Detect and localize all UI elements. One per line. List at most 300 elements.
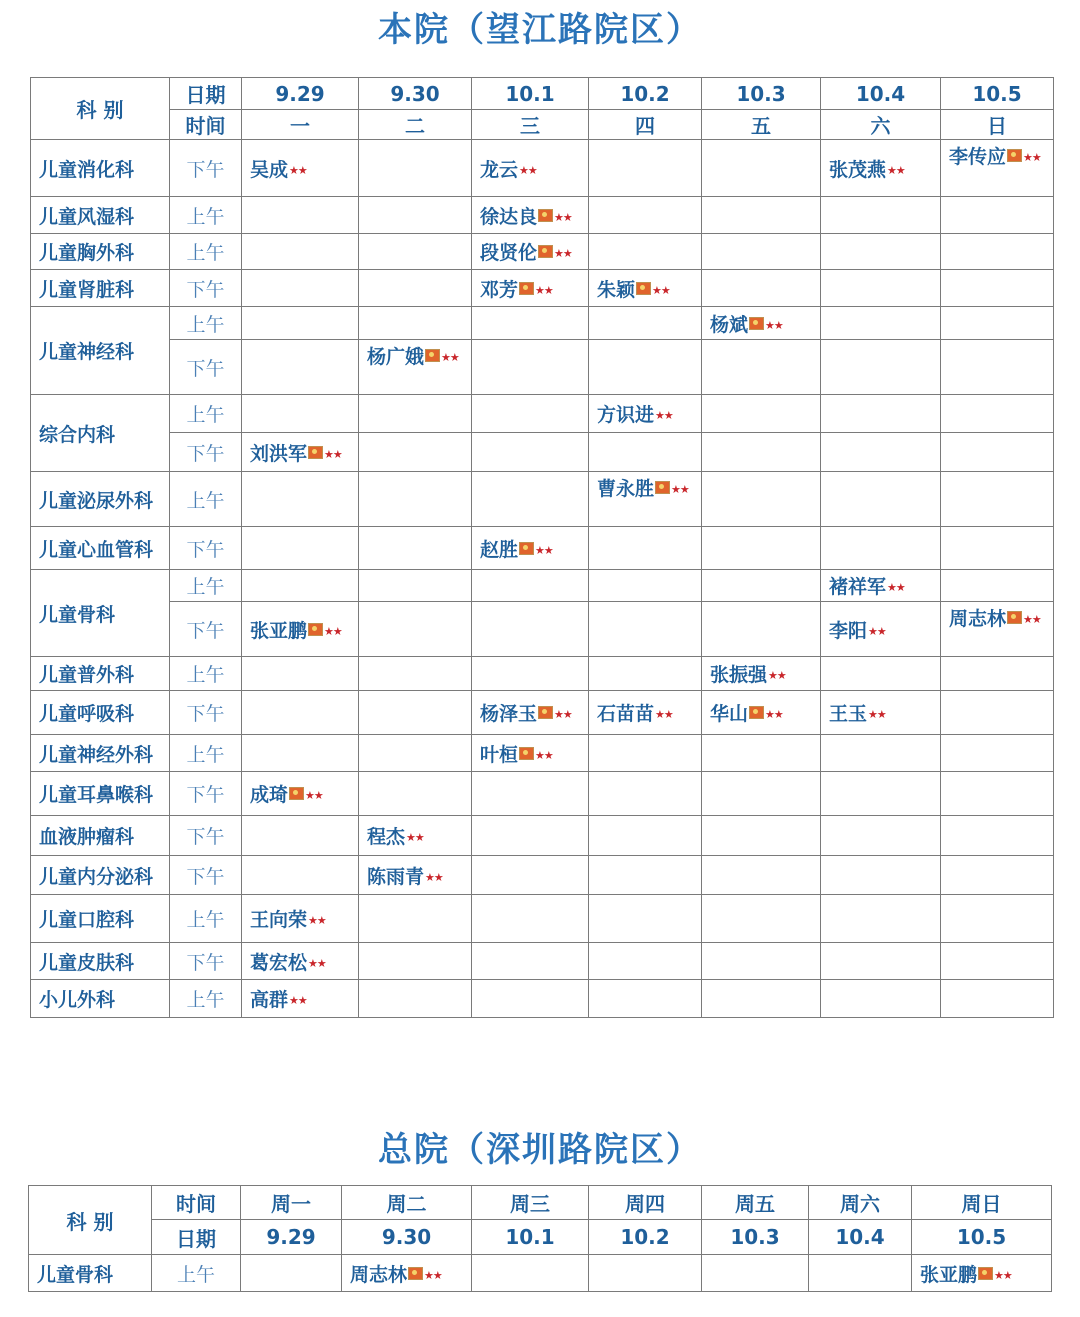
doctor-name: 叶桓 bbox=[480, 743, 519, 766]
schedule-cell bbox=[589, 234, 702, 270]
schedule-cell bbox=[941, 197, 1054, 234]
schedule-cell bbox=[472, 856, 589, 895]
weekday-header: 一 bbox=[242, 110, 359, 140]
time-slot: 上午 bbox=[170, 570, 242, 602]
schedule-cell bbox=[821, 340, 941, 395]
schedule-cell bbox=[941, 395, 1054, 433]
schedule-cell bbox=[359, 657, 472, 691]
department-name: 儿童胸外科 bbox=[31, 234, 170, 270]
time-slot: 上午 bbox=[170, 980, 242, 1018]
expert-stars-icon: ★★ bbox=[887, 581, 905, 594]
doctor-name: 徐达良 bbox=[480, 205, 538, 228]
date-header: 9.29 bbox=[241, 1220, 342, 1255]
schedule-row bbox=[31, 340, 1054, 395]
schedule-cell bbox=[941, 270, 1054, 307]
schedule-cell bbox=[359, 527, 472, 570]
schedule-cell bbox=[589, 395, 702, 433]
main-schedule-table bbox=[30, 77, 1054, 1018]
schedule-cell bbox=[242, 856, 359, 895]
department-name: 儿童心血管科 bbox=[31, 527, 170, 570]
doctor-name: 段贤伦 bbox=[480, 242, 538, 264]
date-label: 日期 bbox=[170, 78, 242, 110]
schedule-row bbox=[31, 816, 1054, 856]
schedule-cell bbox=[359, 234, 472, 270]
main-title: 本院（望江路院区） bbox=[378, 10, 702, 50]
schedule-cell bbox=[589, 657, 702, 691]
schedule-cell bbox=[941, 570, 1054, 602]
schedule-cell bbox=[702, 816, 821, 856]
party-flag-icon bbox=[538, 209, 553, 222]
schedule-cell bbox=[359, 943, 472, 980]
time-slot: 下午 bbox=[170, 527, 242, 570]
weekday-header: 周日 bbox=[912, 1186, 1052, 1220]
schedule-cell bbox=[472, 1255, 589, 1292]
time-slot: 下午 bbox=[170, 433, 242, 472]
doctor-name: 葛宏松 bbox=[250, 951, 308, 974]
doctor-name: 成琦 bbox=[250, 784, 289, 806]
schedule-cell bbox=[589, 527, 702, 570]
schedule-cell bbox=[359, 980, 472, 1018]
weekday-header: 四 bbox=[589, 110, 702, 140]
schedule-cell bbox=[242, 943, 359, 980]
schedule-cell bbox=[941, 472, 1054, 527]
schedule-row bbox=[31, 270, 1054, 307]
expert-stars-icon: ★★ bbox=[519, 163, 537, 177]
schedule-cell bbox=[359, 895, 472, 943]
schedule-cell bbox=[359, 433, 472, 472]
date-header: 9.29 bbox=[242, 78, 359, 110]
schedule-row bbox=[31, 602, 1054, 657]
date-header: 10.3 bbox=[702, 1220, 809, 1255]
expert-stars-icon: ★★ bbox=[994, 1268, 1012, 1282]
schedule-cell bbox=[242, 340, 359, 395]
schedule-cell bbox=[702, 140, 821, 197]
schedule-cell bbox=[821, 270, 941, 307]
weekday-header: 周一 bbox=[241, 1186, 342, 1220]
schedule-cell bbox=[242, 234, 359, 270]
schedule-cell bbox=[472, 895, 589, 943]
expert-stars-icon: ★★ bbox=[652, 283, 670, 297]
doctor-name: 邓芳 bbox=[480, 278, 519, 301]
party-flag-icon bbox=[289, 787, 304, 800]
expert-stars-icon: ★★ bbox=[289, 994, 307, 1007]
expert-stars-icon: ★★ bbox=[535, 748, 553, 762]
schedule-cell bbox=[589, 856, 702, 895]
schedule-cell bbox=[472, 980, 589, 1018]
doctor-name: 张茂燕 bbox=[829, 158, 887, 181]
schedule-cell bbox=[242, 527, 359, 570]
schedule-row bbox=[31, 735, 1054, 772]
time-slot: 上午 bbox=[170, 735, 242, 772]
schedule-cell bbox=[702, 270, 821, 307]
expert-stars-icon: ★★ bbox=[324, 447, 342, 461]
schedule-cell bbox=[472, 472, 589, 527]
party-flag-icon bbox=[749, 706, 764, 719]
party-flag-icon bbox=[749, 317, 764, 330]
schedule-cell bbox=[472, 340, 589, 395]
schedule-cell bbox=[821, 816, 941, 856]
time-slot: 下午 bbox=[170, 691, 242, 735]
schedule-cell bbox=[472, 816, 589, 856]
expert-stars-icon: ★★ bbox=[289, 163, 307, 177]
doctor-name: 杨斌 bbox=[710, 313, 749, 336]
schedule-cell bbox=[359, 472, 472, 527]
schedule-row bbox=[31, 570, 1054, 602]
party-flag-icon bbox=[425, 349, 440, 362]
date-header: 10.1 bbox=[472, 78, 589, 110]
schedule-cell bbox=[589, 816, 702, 856]
dept-header: 科 别 bbox=[31, 78, 170, 140]
doctor-name: 石苗苗 bbox=[597, 703, 655, 725]
schedule-cell bbox=[589, 943, 702, 980]
schedule-cell bbox=[242, 895, 359, 943]
schedule-cell bbox=[242, 657, 359, 691]
doctor-name: 华山 bbox=[710, 703, 749, 725]
schedule-cell bbox=[242, 816, 359, 856]
time-slot: 上午 bbox=[170, 657, 242, 691]
schedule-row bbox=[31, 307, 1054, 340]
schedule-row bbox=[31, 657, 1054, 691]
schedule-row bbox=[31, 856, 1054, 895]
doctor-name: 周志林 bbox=[949, 608, 1007, 630]
date-header: 10.5 bbox=[941, 78, 1054, 110]
date-header: 10.2 bbox=[589, 78, 702, 110]
expert-stars-icon: ★★ bbox=[768, 669, 786, 682]
schedule-cell bbox=[589, 140, 702, 197]
doctor-name: 褚祥军 bbox=[829, 576, 887, 598]
weekday-header: 日 bbox=[941, 110, 1054, 140]
expert-stars-icon: ★★ bbox=[887, 163, 905, 177]
schedule-cell bbox=[809, 1255, 912, 1292]
schedule-cell bbox=[821, 895, 941, 943]
doctor-name: 曹永胜 bbox=[597, 478, 655, 500]
weekday-header: 周二 bbox=[342, 1186, 472, 1220]
time-slot: 下午 bbox=[170, 856, 242, 895]
schedule-cell bbox=[472, 772, 589, 816]
schedule-cell bbox=[702, 234, 821, 270]
schedule-cell bbox=[821, 980, 941, 1018]
schedule-cell bbox=[359, 395, 472, 433]
schedule-cell bbox=[359, 570, 472, 602]
schedule-cell bbox=[941, 657, 1054, 691]
schedule-cell bbox=[589, 270, 702, 307]
date-header: 9.30 bbox=[359, 78, 472, 110]
doctor-name: 张亚鹏 bbox=[250, 619, 308, 642]
schedule-cell bbox=[589, 691, 702, 735]
schedule-cell bbox=[472, 602, 589, 657]
schedule-cell bbox=[941, 433, 1054, 472]
schedule-cell bbox=[941, 527, 1054, 570]
weekday-header: 二 bbox=[359, 110, 472, 140]
schedule-cell bbox=[359, 140, 472, 197]
schedule-cell bbox=[472, 307, 589, 340]
doctor-name: 张振强 bbox=[710, 664, 768, 686]
schedule-cell bbox=[472, 657, 589, 691]
time-slot: 下午 bbox=[170, 943, 242, 980]
department-name: 儿童神经外科 bbox=[31, 735, 170, 772]
doctor-name: 杨广娥 bbox=[367, 346, 425, 368]
date-header: 10.4 bbox=[809, 1220, 912, 1255]
party-flag-icon bbox=[408, 1267, 423, 1280]
department-name: 儿童呼吸科 bbox=[31, 691, 170, 735]
schedule-row bbox=[31, 197, 1054, 234]
expert-stars-icon: ★★ bbox=[868, 708, 886, 721]
expert-stars-icon: ★★ bbox=[425, 870, 443, 884]
doctor-name: 龙云 bbox=[480, 158, 519, 181]
schedule-cell bbox=[242, 395, 359, 433]
schedule-cell bbox=[472, 943, 589, 980]
date-label: 日期 bbox=[152, 1220, 241, 1255]
schedule-cell bbox=[821, 735, 941, 772]
schedule-row bbox=[31, 234, 1054, 270]
schedule-cell bbox=[702, 735, 821, 772]
time-slot: 上午 bbox=[170, 395, 242, 433]
schedule-cell bbox=[821, 197, 941, 234]
schedule-cell bbox=[941, 980, 1054, 1018]
sub-title: 总院（深圳路院区） bbox=[378, 1130, 702, 1170]
schedule-cell bbox=[821, 943, 941, 980]
schedule-cell bbox=[242, 602, 359, 657]
doctor-name: 方识进 bbox=[597, 404, 655, 426]
schedule-cell bbox=[242, 270, 359, 307]
schedule-cell bbox=[821, 234, 941, 270]
department-name: 儿童口腔科 bbox=[31, 895, 170, 943]
expert-stars-icon: ★★ bbox=[1023, 612, 1041, 626]
schedule-cell bbox=[589, 570, 702, 602]
schedule-cell bbox=[359, 856, 472, 895]
expert-stars-icon: ★★ bbox=[671, 482, 689, 496]
party-flag-icon bbox=[519, 747, 534, 760]
schedule-cell bbox=[702, 856, 821, 895]
schedule-cell bbox=[589, 735, 702, 772]
sub-schedule-table bbox=[28, 1185, 1052, 1292]
doctor-name: 赵胜 bbox=[480, 538, 519, 561]
expert-stars-icon: ★★ bbox=[535, 543, 553, 557]
schedule-cell bbox=[702, 395, 821, 433]
schedule-cell bbox=[241, 1255, 342, 1292]
schedule-cell bbox=[242, 980, 359, 1018]
schedule-cell bbox=[472, 270, 589, 307]
schedule-cell bbox=[941, 340, 1054, 395]
party-flag-icon bbox=[308, 446, 323, 459]
schedule-cell bbox=[821, 772, 941, 816]
schedule-cell bbox=[821, 433, 941, 472]
schedule-cell bbox=[821, 691, 941, 735]
department-name: 小儿外科 bbox=[31, 980, 170, 1018]
expert-stars-icon: ★★ bbox=[324, 624, 342, 638]
schedule-cell bbox=[359, 735, 472, 772]
weekday-header: 周五 bbox=[702, 1186, 809, 1220]
schedule-cell bbox=[359, 270, 472, 307]
party-flag-icon bbox=[519, 282, 534, 295]
doctor-name: 刘洪军 bbox=[250, 442, 308, 465]
schedule-row bbox=[31, 527, 1054, 570]
schedule-cell bbox=[589, 602, 702, 657]
schedule-cell bbox=[589, 980, 702, 1018]
schedule-cell bbox=[342, 1255, 472, 1292]
time-slot: 上午 bbox=[170, 472, 242, 527]
date-header: 10.4 bbox=[821, 78, 941, 110]
weekday-header: 五 bbox=[702, 110, 821, 140]
header-row-weekdays bbox=[31, 110, 1054, 140]
expert-stars-icon: ★★ bbox=[765, 708, 783, 721]
schedule-cell bbox=[242, 472, 359, 527]
schedule-cell bbox=[242, 735, 359, 772]
date-header: 10.5 bbox=[912, 1220, 1052, 1255]
schedule-cell bbox=[589, 895, 702, 943]
dept-header: 科 别 bbox=[29, 1186, 152, 1255]
expert-stars-icon: ★★ bbox=[554, 247, 572, 260]
schedule-cell bbox=[702, 570, 821, 602]
expert-stars-icon: ★★ bbox=[535, 283, 553, 297]
schedule-cell bbox=[472, 140, 589, 197]
date-header: 10.3 bbox=[702, 78, 821, 110]
doctor-name: 朱颖 bbox=[597, 278, 636, 301]
schedule-row bbox=[29, 1255, 1052, 1292]
schedule-cell bbox=[821, 472, 941, 527]
schedule-cell bbox=[589, 340, 702, 395]
schedule-cell bbox=[589, 472, 702, 527]
schedule-cell bbox=[359, 340, 472, 395]
schedule-cell bbox=[941, 943, 1054, 980]
schedule-cell bbox=[821, 140, 941, 197]
doctor-name: 陈雨青 bbox=[367, 865, 425, 888]
department-name: 血液肿瘤科 bbox=[31, 816, 170, 856]
time-slot: 下午 bbox=[170, 270, 242, 307]
schedule-cell bbox=[589, 772, 702, 816]
schedule-cell bbox=[702, 980, 821, 1018]
department-name: 儿童皮肤科 bbox=[31, 943, 170, 980]
doctor-name: 周志林 bbox=[350, 1263, 408, 1286]
expert-stars-icon: ★★ bbox=[406, 831, 424, 844]
time-label: 时间 bbox=[170, 110, 242, 140]
schedule-cell bbox=[821, 570, 941, 602]
party-flag-icon bbox=[1007, 149, 1022, 162]
expert-stars-icon: ★★ bbox=[441, 350, 459, 364]
schedule-cell bbox=[941, 307, 1054, 340]
time-label: 时间 bbox=[152, 1186, 241, 1220]
doctor-name: 程杰 bbox=[367, 826, 406, 848]
schedule-row bbox=[31, 943, 1054, 980]
schedule-cell bbox=[941, 602, 1054, 657]
department-name: 儿童骨科 bbox=[31, 570, 170, 657]
doctor-name: 王玉 bbox=[829, 703, 868, 725]
schedule-cell bbox=[359, 602, 472, 657]
schedule-cell bbox=[702, 472, 821, 527]
doctor-name: 李阳 bbox=[829, 619, 868, 642]
department-name: 儿童消化科 bbox=[31, 140, 170, 197]
schedule-cell bbox=[941, 735, 1054, 772]
schedule-row bbox=[31, 140, 1054, 197]
schedule-cell bbox=[589, 433, 702, 472]
schedule-row bbox=[31, 395, 1054, 433]
time-slot: 上午 bbox=[170, 197, 242, 234]
date-header: 10.2 bbox=[589, 1220, 702, 1255]
time-slot: 上午 bbox=[152, 1255, 241, 1292]
doctor-name: 吴成 bbox=[250, 158, 289, 181]
party-flag-icon bbox=[519, 542, 534, 555]
doctor-name: 高群 bbox=[250, 989, 289, 1011]
expert-stars-icon: ★★ bbox=[655, 409, 673, 422]
schedule-cell bbox=[821, 395, 941, 433]
schedule-row bbox=[31, 980, 1054, 1018]
schedule-cell bbox=[472, 527, 589, 570]
schedule-cell bbox=[821, 527, 941, 570]
schedule-cell bbox=[472, 691, 589, 735]
expert-stars-icon: ★★ bbox=[1023, 150, 1041, 164]
schedule-cell bbox=[702, 602, 821, 657]
schedule-cell bbox=[702, 772, 821, 816]
schedule-row bbox=[31, 433, 1054, 472]
time-slot: 下午 bbox=[170, 772, 242, 816]
schedule-cell bbox=[702, 691, 821, 735]
department-name: 儿童普外科 bbox=[31, 657, 170, 691]
time-slot: 上午 bbox=[170, 307, 242, 340]
expert-stars-icon: ★★ bbox=[554, 210, 572, 224]
header-row-dates bbox=[31, 78, 1054, 110]
sub-header-row-weekdays bbox=[29, 1186, 1052, 1220]
sub-header-row-dates bbox=[29, 1220, 1052, 1255]
expert-stars-icon: ★★ bbox=[868, 624, 886, 638]
schedule-cell bbox=[702, 943, 821, 980]
time-slot: 下午 bbox=[170, 140, 242, 197]
schedule-cell bbox=[821, 307, 941, 340]
schedule-cell bbox=[242, 197, 359, 234]
doctor-name: 李传应 bbox=[949, 146, 1007, 168]
schedule-cell bbox=[589, 1255, 702, 1292]
schedule-cell bbox=[702, 197, 821, 234]
department-name: 儿童骨科 bbox=[29, 1255, 152, 1292]
schedule-cell bbox=[472, 735, 589, 772]
schedule-row bbox=[31, 772, 1054, 816]
expert-stars-icon: ★★ bbox=[308, 956, 326, 970]
schedule-cell bbox=[702, 307, 821, 340]
schedule-cell bbox=[359, 197, 472, 234]
party-flag-icon bbox=[655, 481, 670, 494]
schedule-cell bbox=[359, 772, 472, 816]
department-name: 儿童肾脏科 bbox=[31, 270, 170, 307]
department-name: 综合内科 bbox=[31, 395, 170, 472]
schedule-cell bbox=[941, 140, 1054, 197]
schedule-cell bbox=[472, 433, 589, 472]
schedule-cell bbox=[359, 307, 472, 340]
schedule-row bbox=[31, 895, 1054, 943]
schedule-cell bbox=[941, 856, 1054, 895]
schedule-cell bbox=[912, 1255, 1052, 1292]
doctor-name: 杨泽玉 bbox=[480, 703, 538, 725]
doctor-name: 王向荣 bbox=[250, 909, 308, 931]
doctor-name: 张亚鹏 bbox=[920, 1263, 978, 1286]
party-flag-icon bbox=[308, 623, 323, 636]
department-name: 儿童神经科 bbox=[31, 307, 170, 395]
weekday-header: 周三 bbox=[472, 1186, 589, 1220]
party-flag-icon bbox=[538, 706, 553, 719]
schedule-cell bbox=[242, 772, 359, 816]
schedule-cell bbox=[242, 570, 359, 602]
schedule-cell bbox=[589, 307, 702, 340]
schedule-cell bbox=[941, 816, 1054, 856]
weekday-header: 三 bbox=[472, 110, 589, 140]
department-name: 儿童耳鼻喉科 bbox=[31, 772, 170, 816]
time-slot: 下午 bbox=[170, 340, 242, 395]
schedule-cell bbox=[359, 816, 472, 856]
expert-stars-icon: ★★ bbox=[765, 318, 783, 332]
party-flag-icon bbox=[978, 1267, 993, 1280]
schedule-cell bbox=[472, 570, 589, 602]
department-name: 儿童内分泌科 bbox=[31, 856, 170, 895]
weekday-header: 周六 bbox=[809, 1186, 912, 1220]
schedule-cell bbox=[589, 197, 702, 234]
